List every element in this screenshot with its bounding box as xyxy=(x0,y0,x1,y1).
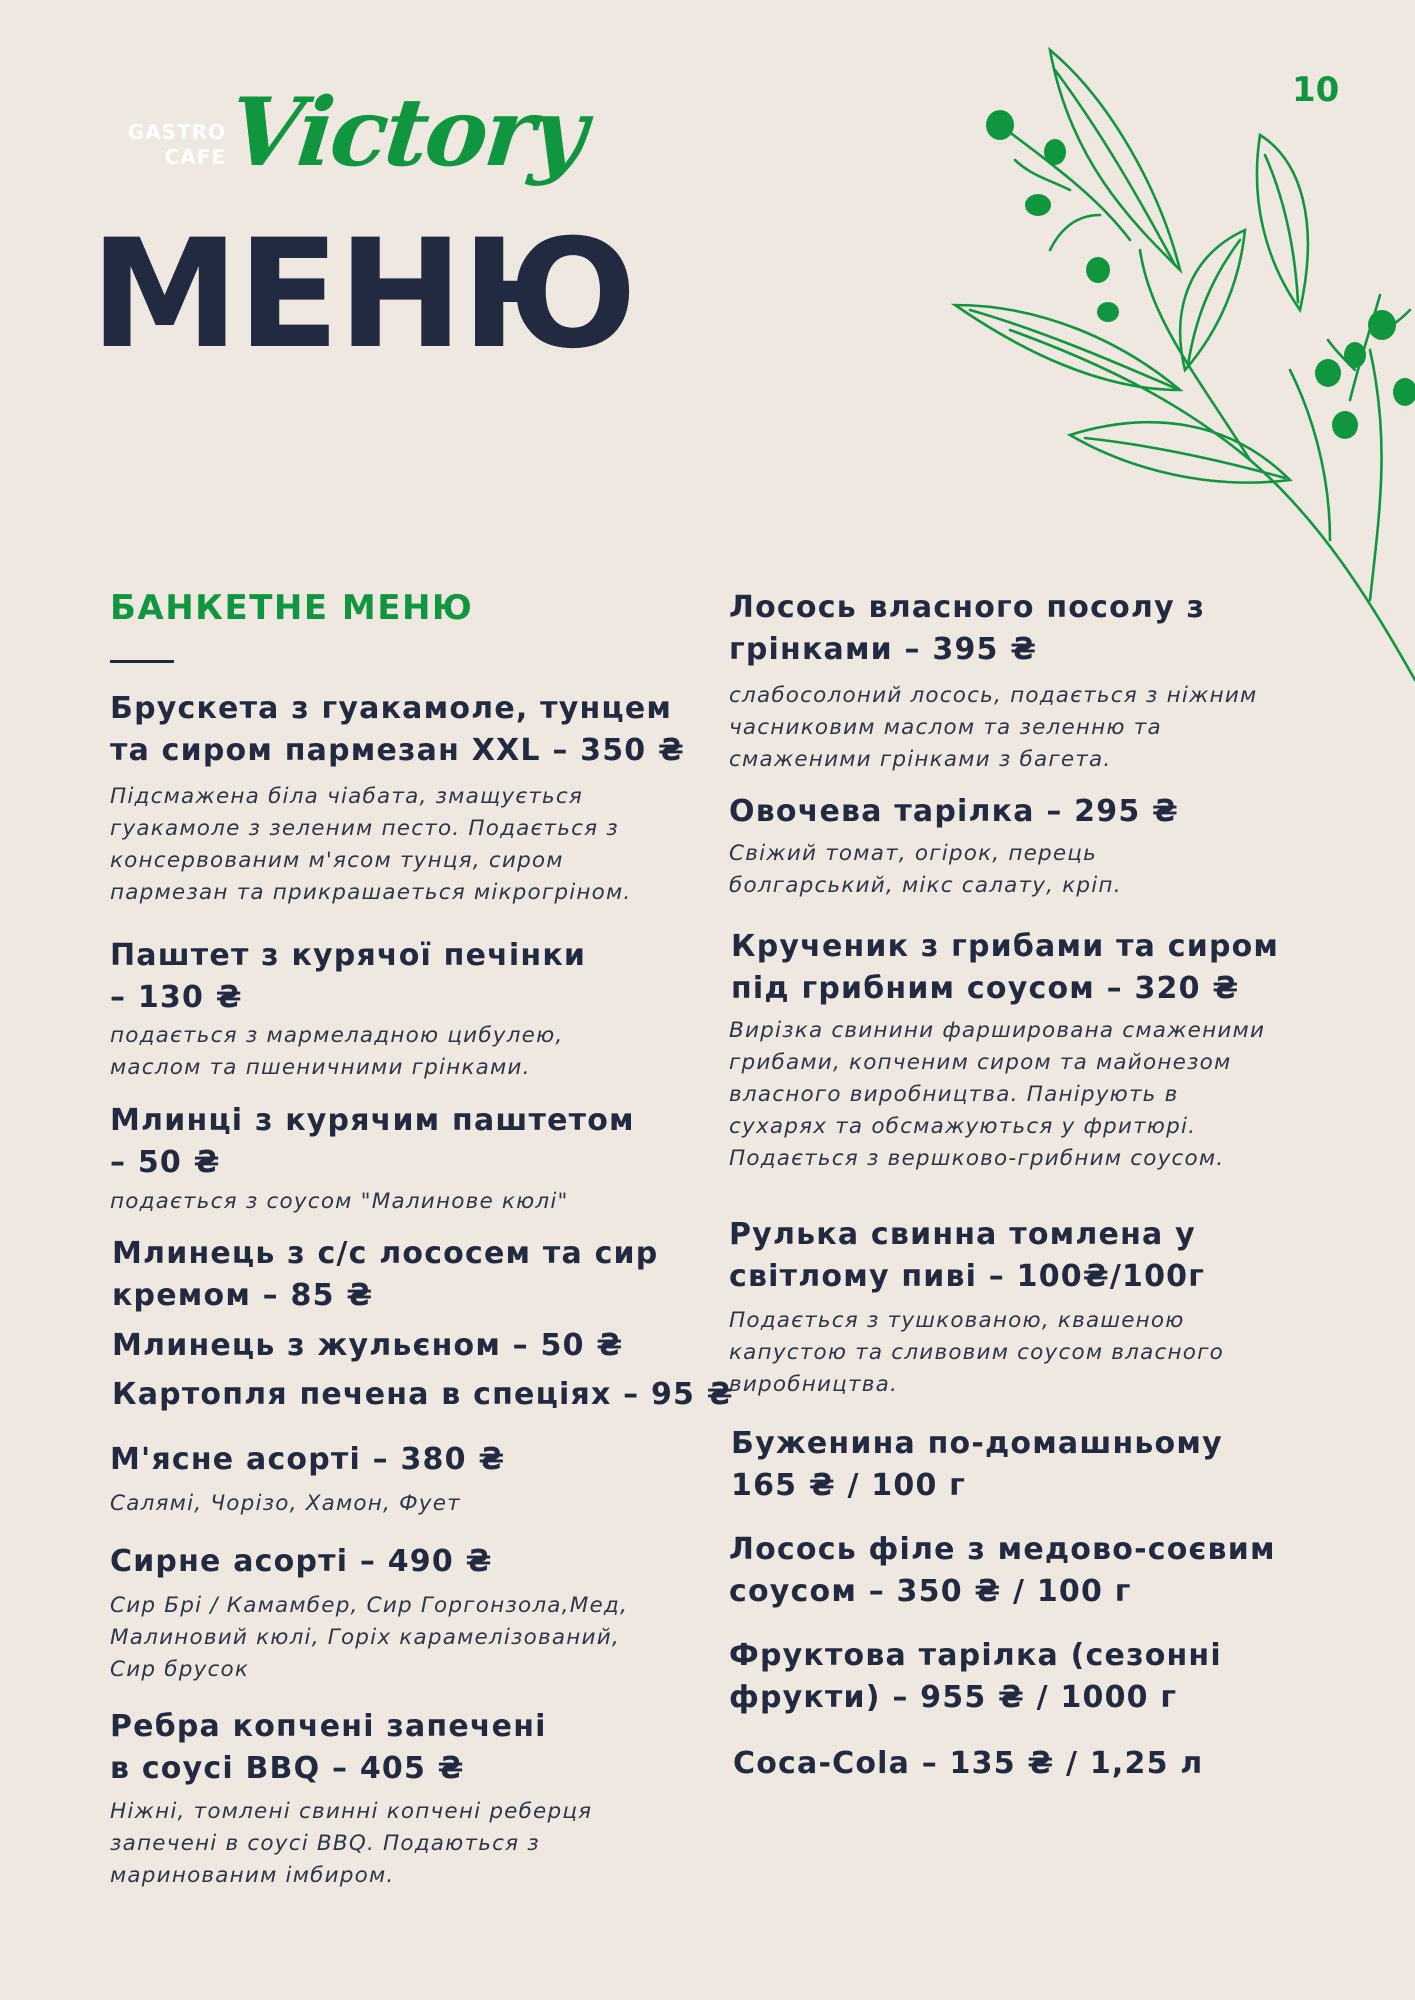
menu-item-title-line: Ребра копчені запечені xyxy=(110,1709,547,1744)
menu-item-desc xyxy=(110,781,631,909)
menu-item-desc-line: Свіжий томат, огірок, перець xyxy=(729,841,1098,866)
menu-item-title-line: Картопля печена в спеціях – 95 ₴ xyxy=(112,1377,734,1412)
menu-item-title-line: та сиром пармезан XXL – 350 ₴ xyxy=(110,733,686,768)
menu-item-desc xyxy=(110,1488,461,1520)
logo-gastro-text: GASTRO xyxy=(127,120,226,144)
menu-item-desc-line: смаженими грінками з багета. xyxy=(729,747,1112,772)
menu-item-desc-line: сухарях та обсмажуються у фритюрі. xyxy=(729,1114,1197,1139)
menu-item-title xyxy=(729,1635,1222,1719)
menu-item-title-line: Овочева тарілка – 295 ₴ xyxy=(729,794,1180,829)
menu-item-desc-line: Подається з тушкованою, квашеною xyxy=(729,1308,1185,1333)
logo-gastro-cafe xyxy=(108,120,226,170)
menu-item-title-line: М'ясне асорті – 380 ₴ xyxy=(110,1442,506,1477)
menu-item-desc-line: Салямі, Чорізо, Хамон, Фует xyxy=(110,1491,461,1516)
menu-item-desc-line: подається з соусом "Малинове кюлі" xyxy=(110,1189,569,1214)
menu-item-title xyxy=(110,1706,547,1790)
menu-item-title xyxy=(110,1541,493,1583)
menu-item-title xyxy=(729,587,1205,671)
menu-item-title-line: Сирне асорті – 490 ₴ xyxy=(110,1544,493,1579)
menu-item-title xyxy=(110,1100,635,1184)
menu-item-title xyxy=(112,1233,658,1317)
menu-item-title xyxy=(733,1743,1203,1785)
menu-item-desc xyxy=(110,1590,628,1686)
menu-item-title xyxy=(112,1325,623,1367)
menu-item-title-line: Фруктова тарілка (сезонні xyxy=(729,1638,1222,1673)
menu-item-desc-line: маслом та пшеничними грінками. xyxy=(110,1055,531,1080)
menu-item-title-line: Паштет з курячої печінки xyxy=(110,938,587,973)
menu-item-desc-line: болгарський, мікс салату, кріп. xyxy=(729,873,1122,898)
menu-item-desc-line: маринованим імбиром. xyxy=(110,1863,395,1888)
page-title: МЕНЮ xyxy=(90,208,636,382)
menu-item-title xyxy=(729,1214,1205,1298)
menu-item-title-line: Рулька свинна томлена у xyxy=(729,1217,1196,1252)
menu-item-title xyxy=(731,926,1279,1010)
menu-item-title-line: соусом – 350 ₴ / 100 г xyxy=(729,1574,1132,1609)
menu-item-title-line: Крученик з грибами та сиром xyxy=(731,929,1280,964)
logo-cafe-text: CAFE xyxy=(164,145,226,169)
menu-item-desc-line: грибами, копченим сиром та майонезом xyxy=(729,1050,1232,1075)
menu-item-title-line: під грибним соусом – 320 ₴ xyxy=(731,971,1240,1006)
menu-item-title xyxy=(112,1374,734,1416)
menu-item-desc-line: подається з мармеладною цибулею, xyxy=(110,1023,564,1048)
menu-item-title-line: 165 ₴ / 100 г xyxy=(731,1468,967,1503)
menu-item-desc-line: запечені в соусі BBQ. Подаються з xyxy=(110,1831,540,1856)
menu-item-title-line: – 130 ₴ xyxy=(110,980,243,1015)
menu-item-desc xyxy=(729,838,1122,902)
menu-item-title-line: Coca-Cola – 135 ₴ / 1,25 л xyxy=(733,1746,1204,1781)
menu-item-desc xyxy=(729,1305,1224,1401)
page-number: 10 xyxy=(1292,70,1340,110)
menu-item-desc-line: виробництва. xyxy=(729,1372,898,1397)
menu-item-desc-line: пармезан та прикрашаеться мікрогріном. xyxy=(110,880,632,905)
menu-item-desc-line: Ніжні, томлені свинні копчені реберця xyxy=(110,1799,593,1824)
menu-item-desc-line: Подається з вершково-грибним соусом. xyxy=(729,1146,1225,1171)
menu-item-title-line: Брускета з гуакамоле, тунцем xyxy=(110,691,673,726)
menu-item-title-line: – 50 ₴ xyxy=(110,1145,221,1180)
menu-item-desc-line: Вирізка свинини фарширована смаженими xyxy=(729,1018,1266,1043)
menu-item-title-line: Млинець з с/с лососем та сир xyxy=(112,1236,659,1271)
menu-item-desc-line: капустою та сливовим соусом власного xyxy=(729,1340,1224,1365)
menu-item-title-line: Млинці з курячим паштетом xyxy=(110,1103,635,1138)
menu-item-desc xyxy=(110,1186,569,1218)
menu-item-title xyxy=(729,791,1179,833)
menu-item-title xyxy=(110,1439,505,1481)
menu-item-title-line: Лосось філе з медово-соєвим xyxy=(729,1532,1276,1567)
menu-item-title xyxy=(110,688,685,772)
menu-item-title-line: світлому пиві – 100₴/100г xyxy=(729,1259,1206,1294)
menu-item-title-line: Млинець з жульєном – 50 ₴ xyxy=(112,1328,624,1363)
menu-item-desc-line: Сир брусок xyxy=(110,1657,250,1682)
menu-item-desc xyxy=(110,1796,592,1892)
menu-item-desc xyxy=(729,1015,1265,1175)
logo-victory: Victory xyxy=(224,78,590,188)
menu-item-desc-line: гуакамоле з зеленим песто. Подається з xyxy=(110,816,619,841)
menu-item-title xyxy=(729,1529,1276,1613)
menu-item-title-line: в соусі BBQ – 405 ₴ xyxy=(110,1751,465,1786)
menu-item-title-line: Буженина по-домашньому xyxy=(731,1426,1223,1461)
menu-item-desc-line: власного виробництва. Панірують в xyxy=(729,1082,1179,1107)
menu-item-title-line: кремом – 85 ₴ xyxy=(112,1278,374,1313)
section-underline xyxy=(110,660,174,663)
menu-item-desc-line: слабосолоний лосось, подається з ніжним xyxy=(729,683,1258,708)
menu-item-desc xyxy=(110,1020,563,1084)
menu-item-title xyxy=(110,935,586,1019)
section-title: БАНКЕТНЕ МЕНЮ xyxy=(110,588,474,628)
menu-item-desc-line: Малиновий кюлі, Горіх карамелізований, xyxy=(110,1625,620,1650)
menu-item-title-line: фрукти) – 955 ₴ / 1000 г xyxy=(729,1680,1178,1715)
menu-item-title xyxy=(731,1423,1223,1507)
menu-item-desc-line: Підсмажена біла чіабата, змащується xyxy=(110,784,584,809)
menu-item-title-line: грінками – 395 ₴ xyxy=(729,632,1038,667)
menu-item-title-line: Лосось власного посолу з xyxy=(729,590,1206,625)
menu-item-desc xyxy=(729,680,1257,776)
menu-item-desc-line: часниковим маслом та зеленню та xyxy=(729,715,1162,740)
menu-item-desc-line: консервованим м'ясом тунця, сиром xyxy=(110,848,564,873)
menu-item-desc-line: Сир Брі / Камамбер, Сир Горгонзола,Мед, xyxy=(110,1593,628,1618)
